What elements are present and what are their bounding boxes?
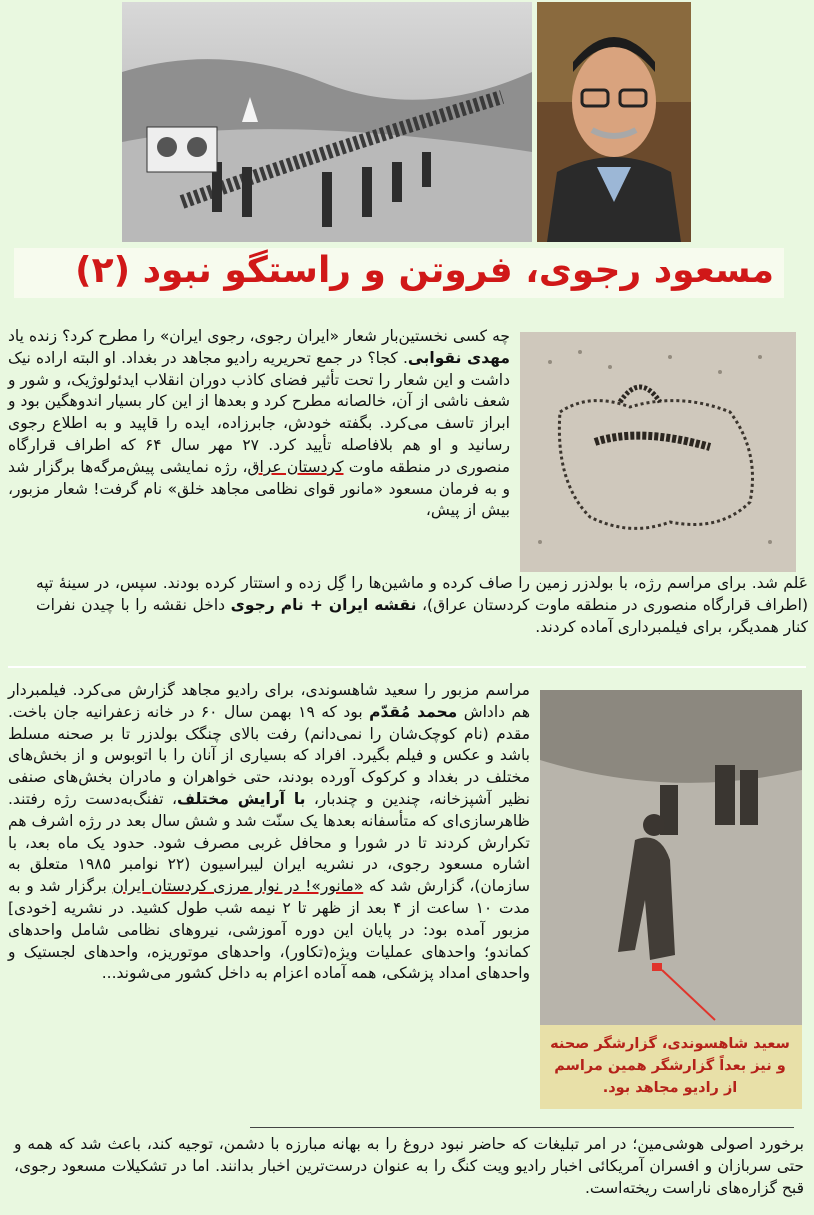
paragraph-3: برخورد اصولی هوشی‌مین؛ در امر تبلیغات که حاضر نبود دروغ را به بهانه مبارزه با دشمن، توجیه کند، باعث شد که همه و حتی سربازان و افسران آمریکائی اخبار رادیو ویت کنگ را به عنوان درست‌ترین اخبار بدانند. اما در تشکیلات مسعود رجوی، قبح گزاره‌های ناراست ریخته‌است.	[14, 1135, 804, 1197]
paragraph-2	[8, 680, 530, 985]
underlined-kurdistan-iraq: کردستان عراق	[247, 457, 344, 476]
formation-map-photo	[520, 332, 796, 572]
page-title: مسعود رجوی، فروتن و راستگو نبود (۲)	[75, 250, 774, 291]
parade-photo	[122, 2, 532, 242]
title-band	[14, 248, 784, 298]
photo-caption-box	[540, 1025, 802, 1109]
paragraph-1b-text: عَلم شد. برای مراسم رژه، با بولدزر زمین را صاف کرده و ماشین‌ها را گِل زده و استتار کرده بودند. سپس، در سینهٔ تپه (اطراف قرارگاه منصوری در منطقه ماوت کردستان عراق)،	[36, 574, 808, 614]
paragraph-1-text: ، رژه نمایشی پیش‌مرگه‌ها برگزار شد و به فرمان مسعود «مانور قوای نظامی مجاهد خلق» نام گرفت! شعار مزبور، بیش از پیش،	[8, 457, 510, 520]
name-naghavi: مهدی نقوابی	[407, 348, 510, 367]
horizontal-rule	[250, 1127, 794, 1128]
section-divider	[8, 666, 806, 668]
paragraph-1-text: . کجا؟ در جمع تحریریه رادیو مجاهد در بغداد. او البته اراده نیک داشت و این شعار را تحت تأثیر فضای کاذب دوران انقلاب ایدئولوژیک، و شور و شعف ناشی از آن، خالصانه مطرح کرد و بعدها از این کار بسیار اندوهگین بود و ابراز تاسف می‌کرد. بگفته خودش، جابرزاده، ایده را قاپید و به اطلاع رجوی رسانید و او هم بلافاصله تأیید کرد. ۲۷ مهر سال ۶۴ که اطراف قرارگاه منصوری در منطقه ماوت	[8, 348, 511, 476]
paragraph-1-continued	[36, 573, 808, 638]
paragraph-2-text: ، تفنگ‌به‌دست رژه رفتند. ظاهرسازی‌ای که متأسفانه بعدها یک سنّت شد و شش سال بعد در رژه اشرف هم تکرارش کردند تا در شورا و محافل غربی مصرف شود. حدود یک ماه بعد، با اشاره مسعود رجوی، در نشریه ایران لیبراسیون (۲۲ نوامبر ۱۹۸۵ متعلق به سازمان)، گزارش شد که	[8, 789, 531, 896]
paragraph-1	[8, 326, 510, 522]
reporter-photo	[540, 690, 802, 1025]
paragraph-1-text: چه کسی نخستین‌بار شعار «ایران رجوی، رجوی ایران» را مطرح کرد؟ زنده یاد	[8, 327, 510, 345]
name-moghaddam: محمد مُقدّم	[369, 702, 458, 721]
paragraph-2-text: برگزار شد و به مدت ۱۰ ساعت از ۴ بعد از ظهر تا ۲ نیمه شب طول کشید. در نشریه [خودی] مزبور آمده بود: در پایان این دوره آموزشی، نیروهای نظامی شامل واحدهای کماندو؛ واحدهای عملیات ویژه(تکاور)، واحدهای موتوریزه، واحدهای لجستیک و واحدهای امداد پزشکی، همه آماده اعزام به داخل کشور می‌شوند...	[8, 877, 530, 983]
bold-different-formation: با آرایش مختلف	[176, 789, 306, 808]
photo-caption: سعید شاهسوندی، گزارشگر صحنه و نیز بعداً گزارشگر همین مراسم از رادیو مجاهد بود.	[550, 1036, 790, 1096]
paragraph-2-text: مراسم مزبور را سعید شاهسوندی، برای رادیو مجاهد گزارش می‌کرد. فیلمبردار هم داداش	[8, 681, 531, 721]
bold-map-name: نقشه ایران + نام رجوی	[230, 595, 417, 614]
underlined-maneuver: «مانور»! در نوار مرزی کردستان ایران	[112, 877, 364, 896]
portrait-photo	[537, 2, 691, 242]
paragraph-2-text: بود که ۱۹ بهمن سال ۶۰ در خانه زعفرانیه جان باخت. مقدم (نام کوچک‌شان را نمی‌دانم) رفت بالای چنگک بولدزر تا بر صحنه مسلط باشد و عکس و فیلم بگیرد. افراد که بسیاری از آنان را با اتوبوس و از بخش‌های مختلف در بغداد و کرکوک آورده بودند، حتی خواهران و مادران بخش‌های صنفی نظیر آشپزخانه، چندین و چندبار،	[8, 702, 530, 808]
paragraph-1b-text: داخل نقشه را با چیدن نفرات کنار همدیگر، برای فیلمبرداری آماده کردند.	[36, 595, 808, 636]
